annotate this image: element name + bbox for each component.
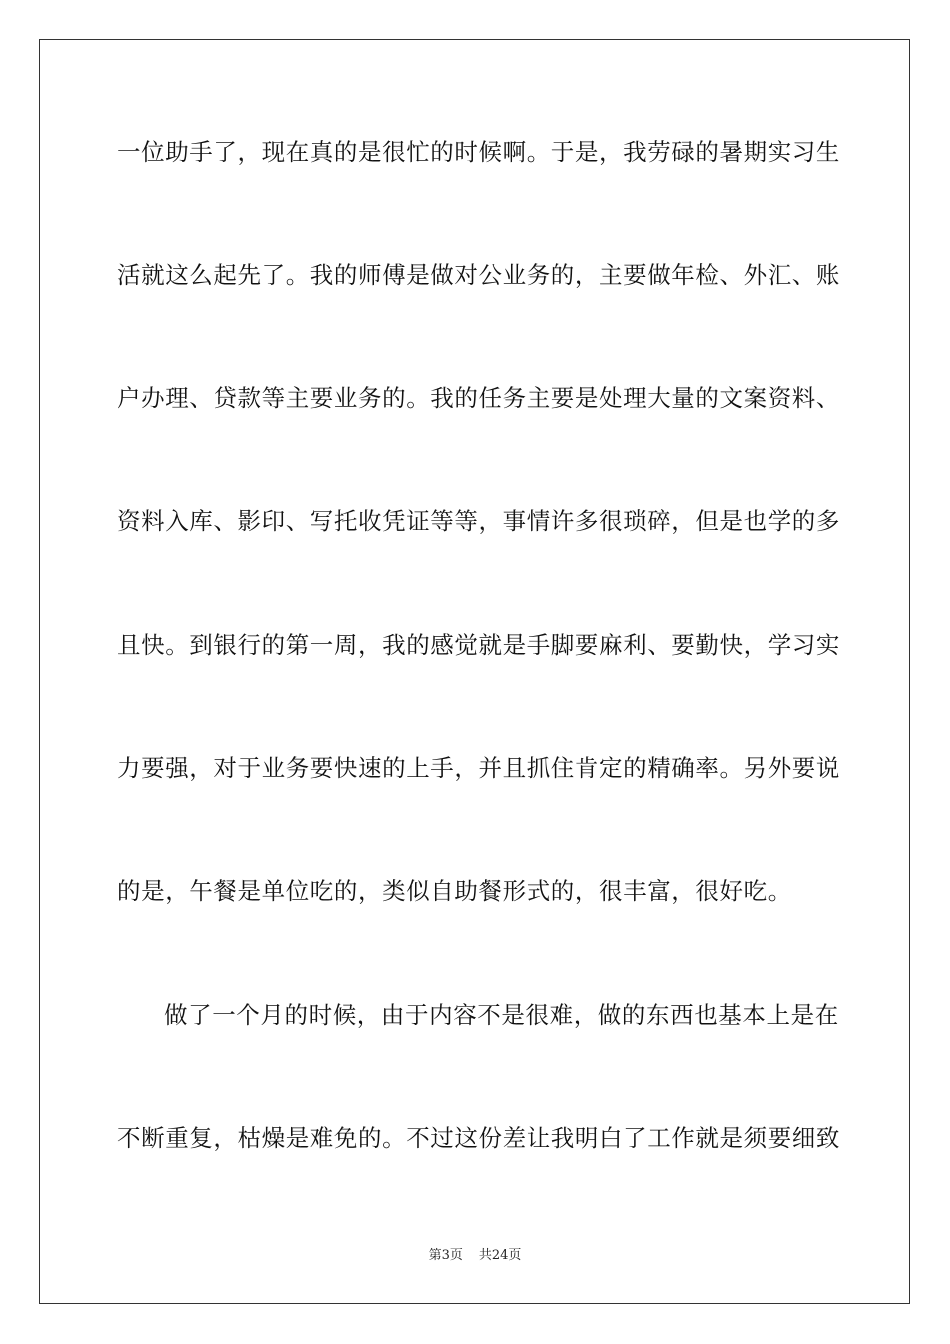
body-text-line: 活就这么起先了。我的师傅是做对公业务的，主要做年检、外汇、账 — [117, 261, 840, 289]
body-text-line: 户办理、贷款等主要业务的。我的任务主要是处理大量的文案资料、 — [117, 384, 840, 412]
body-text-line: 不断重复，枯燥是难免的。不过这份差让我明白了工作就是须要细致 — [117, 1124, 840, 1152]
body-text-line: 一位助手了，现在真的是很忙的时候啊。于是，我劳碌的暑期实习生 — [117, 138, 840, 166]
body-text-line: 且快。到银行的第一周，我的感觉就是手脚要麻利、要勤快，学习实 — [117, 631, 840, 659]
body-text-line: 的是，午餐是单位吃的，类似自助餐形式的，很丰富，很好吃。 — [117, 877, 792, 905]
page-total: 共24页 — [478, 1248, 522, 1263]
page-number: 第3页 — [428, 1248, 463, 1263]
page-border — [39, 39, 910, 1304]
page-footer — [0, 1247, 950, 1265]
body-text-line: 资料入库、影印、写托收凭证等等，事情许多很琐碎，但是也学的多 — [117, 507, 840, 535]
paragraph-first-line: 做了一个月的时候，由于内容不是很难，做的东西也基本上是在 — [164, 1001, 839, 1029]
body-text-line: 力要强，对于业务要快速的上手，并且抓住肯定的精确率。另外要说 — [117, 754, 840, 782]
